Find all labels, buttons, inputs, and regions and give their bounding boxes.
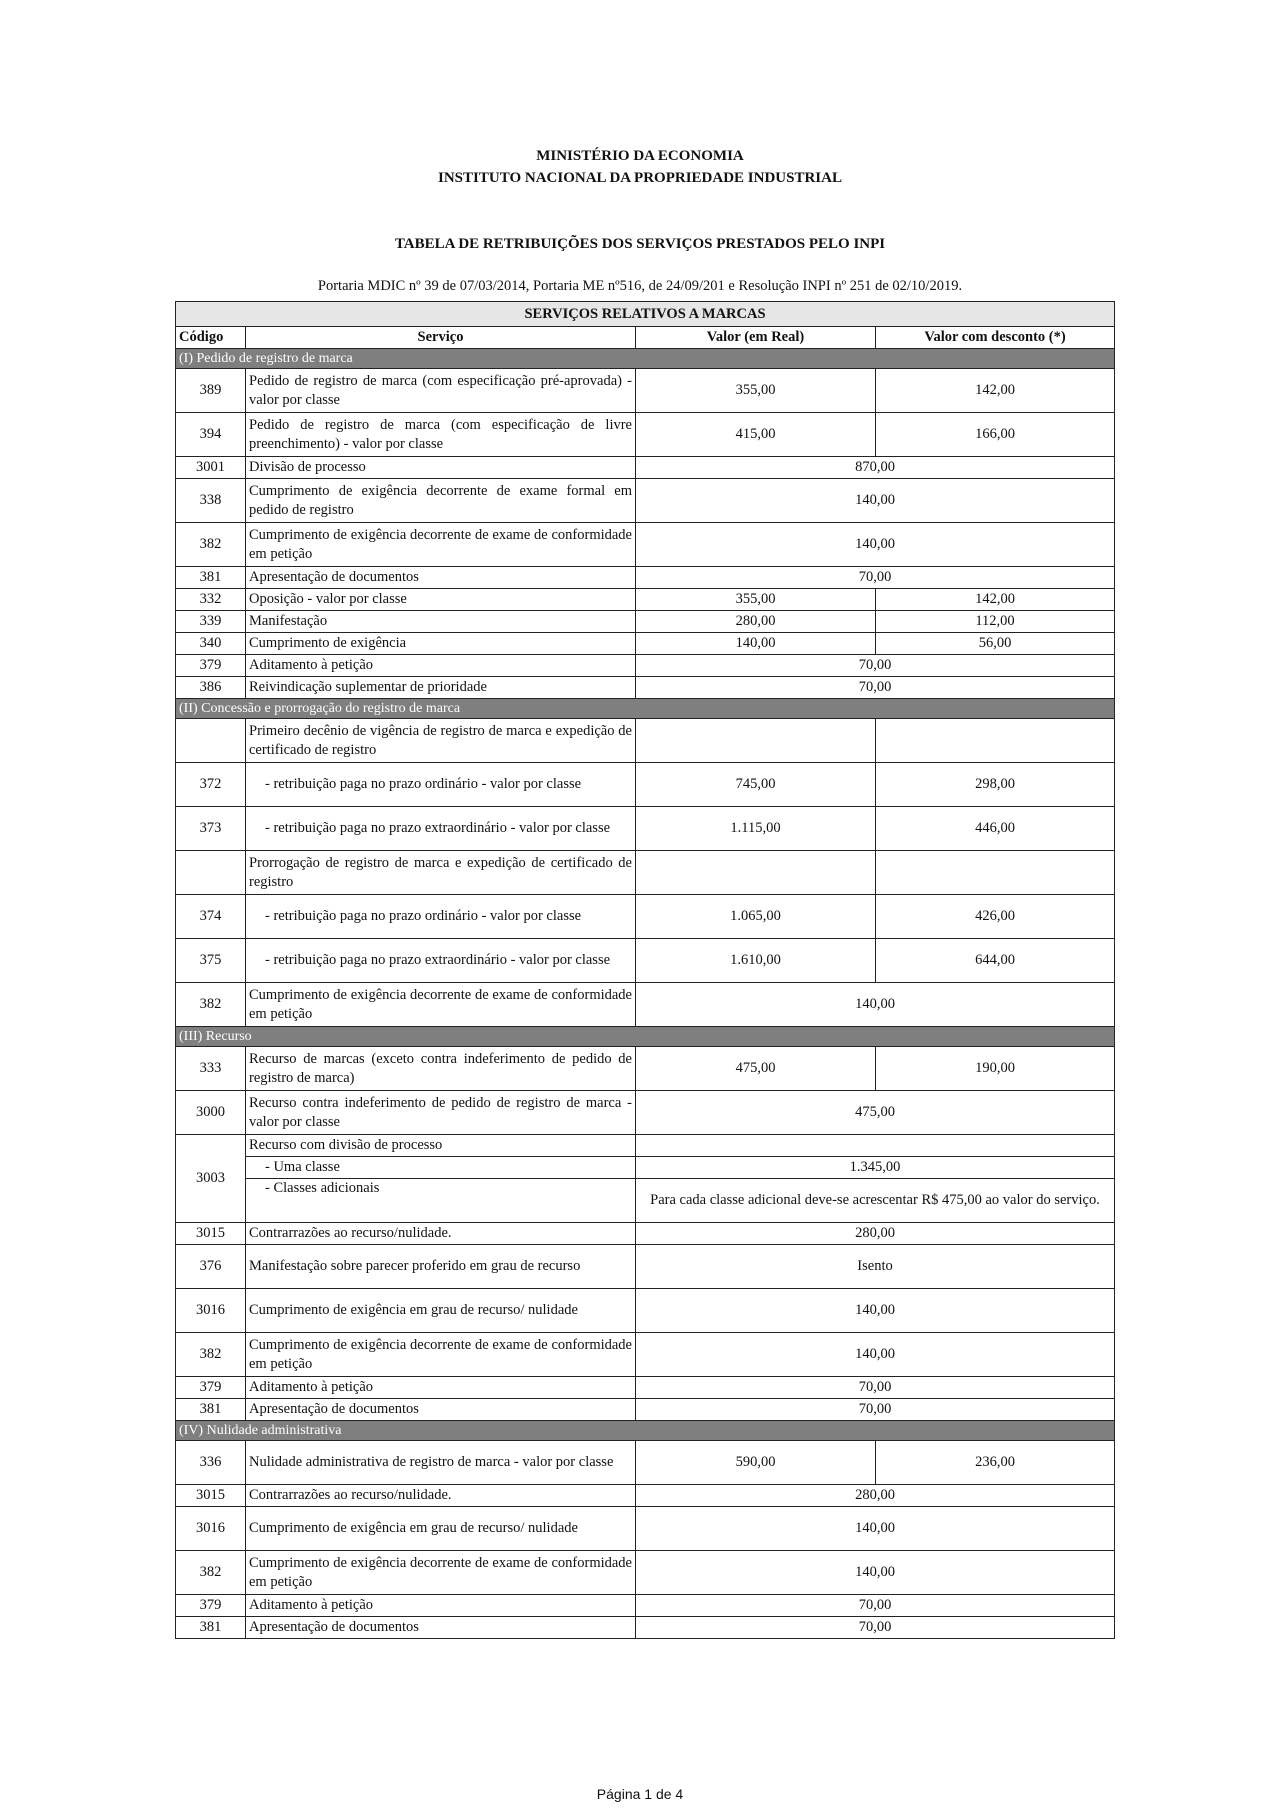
- table-row: [176, 939, 1115, 983]
- discount-cell: 56,00: [876, 633, 1115, 655]
- service-text: - retribuição paga no prazo extraordinário - valor por classe: [265, 820, 611, 836]
- value-cell: 870,00: [636, 457, 1115, 479]
- service-cell: Cumprimento de exigência decorrente de exame de conformidade em petição: [246, 523, 636, 567]
- code-cell: [176, 851, 246, 895]
- service-cell: Contrarrazões ao recurso/nulidade.: [246, 1223, 636, 1245]
- table-row: [176, 1333, 1115, 1377]
- service-cell: Aditamento à petição: [246, 1377, 636, 1399]
- service-cell: Apresentação de documentos: [246, 1399, 636, 1421]
- code-cell: 3001: [176, 457, 246, 479]
- value-cell: Isento: [636, 1245, 1115, 1289]
- service-text: - retribuição paga no prazo ordinário - valor por classe: [265, 776, 582, 792]
- service-cell: Cumprimento de exigência em grau de recurso/ nulidade: [246, 1507, 636, 1551]
- service-cell: Manifestação: [246, 611, 636, 633]
- code-cell: 379: [176, 1595, 246, 1617]
- service-cell: [246, 763, 636, 807]
- service-cell: Cumprimento de exigência: [246, 633, 636, 655]
- column-header-code: Código: [176, 327, 246, 349]
- column-header-row: [176, 327, 1115, 349]
- value-cell: 70,00: [636, 1399, 1115, 1421]
- value-cell: 475,00: [636, 1091, 1115, 1135]
- service-cell: Cumprimento de exigência decorrente de exame de conformidade em petição: [246, 983, 636, 1027]
- table-row: [176, 457, 1115, 479]
- service-cell: Recurso com divisão de processo: [246, 1135, 636, 1157]
- code-cell: 340: [176, 633, 246, 655]
- code-cell: 394: [176, 413, 246, 457]
- section-header-row: [176, 349, 1115, 369]
- table-row: [176, 1135, 1115, 1157]
- value-cell: Para cada classe adicional deve-se acrescentar R$ 475,00 ao valor do serviço.: [636, 1179, 1115, 1223]
- discount-cell: 446,00: [876, 807, 1115, 851]
- table-row: [176, 1507, 1115, 1551]
- discount-cell: 298,00: [876, 763, 1115, 807]
- section-header-row: [176, 1027, 1115, 1047]
- service-cell: [246, 1157, 636, 1179]
- service-cell: Prorrogação de registro de marca e expedição de certificado de registro: [246, 851, 636, 895]
- service-cell: [246, 939, 636, 983]
- service-cell: [246, 895, 636, 939]
- table-row: [176, 369, 1115, 413]
- institute-title: INSTITUTO NACIONAL DA PROPRIEDADE INDUSTRIAL: [438, 170, 842, 186]
- value-cell: 70,00: [636, 1617, 1115, 1639]
- legal-reference: Portaria MDIC nº 39 de 07/03/2014, Portaria ME nº516, de 24/09/201 e Resolução INPI nº 251 de 02/10/2019.: [317, 278, 963, 294]
- section-header: (I) Pedido de registro de marca: [176, 349, 1115, 369]
- value-cell: 280,00: [636, 1223, 1115, 1245]
- code-cell: 382: [176, 1551, 246, 1595]
- service-text: - retribuição paga no prazo ordinário - valor por classe: [265, 908, 582, 924]
- column-header-value: Valor (em Real): [636, 327, 876, 349]
- value-cell: 1.610,00: [636, 939, 876, 983]
- service-cell: Oposição - valor por classe: [246, 589, 636, 611]
- table-row: [176, 1289, 1115, 1333]
- table-row: [176, 1179, 1115, 1223]
- value-cell: 280,00: [636, 611, 876, 633]
- service-cell: Cumprimento de exigência decorrente de exame de conformidade em petição: [246, 1551, 636, 1595]
- value-cell: 140,00: [636, 1551, 1115, 1595]
- section-header-row: [176, 699, 1115, 719]
- service-cell: [246, 1179, 636, 1223]
- page-number: Página 1 de 4: [596, 1786, 684, 1802]
- value-cell: 745,00: [636, 763, 876, 807]
- service-cell: [246, 807, 636, 851]
- discount-cell: 644,00: [876, 939, 1115, 983]
- discount-cell: 166,00: [876, 413, 1115, 457]
- column-header-service: Serviço: [246, 327, 636, 349]
- table-row: [176, 523, 1115, 567]
- table-row: [176, 1441, 1115, 1485]
- discount-cell: 142,00: [876, 589, 1115, 611]
- table-row: [176, 1617, 1115, 1639]
- service-cell: Aditamento à petição: [246, 655, 636, 677]
- service-cell: Apresentação de documentos: [246, 1617, 636, 1639]
- service-cell: Cumprimento de exigência decorrente de exame formal em pedido de registro: [246, 479, 636, 523]
- value-cell: 355,00: [636, 589, 876, 611]
- value-cell: 475,00: [636, 1047, 876, 1091]
- discount-cell: 426,00: [876, 895, 1115, 939]
- document-title: TABELA DE RETRIBUIÇÕES DOS SERVIÇOS PRESTADOS PELO INPI: [394, 236, 886, 252]
- table-row: [176, 1377, 1115, 1399]
- code-cell: 373: [176, 807, 246, 851]
- discount-cell: 190,00: [876, 1047, 1115, 1091]
- code-cell: 3015: [176, 1223, 246, 1245]
- value-cell: 1.345,00: [636, 1157, 1115, 1179]
- table-row: [176, 1551, 1115, 1595]
- value-cell: 280,00: [636, 1485, 1115, 1507]
- value-cell: [636, 851, 876, 895]
- code-cell: 376: [176, 1245, 246, 1289]
- table-row: [176, 1485, 1115, 1507]
- service-text: - Classes adicionais: [265, 1180, 380, 1196]
- value-cell: 140,00: [636, 523, 1115, 567]
- code-cell: 381: [176, 567, 246, 589]
- table-row: [176, 1399, 1115, 1421]
- value-cell: 140,00: [636, 1507, 1115, 1551]
- service-cell: Primeiro decênio de vigência de registro de marca e expedição de certificado de registro: [246, 719, 636, 763]
- code-cell: 382: [176, 983, 246, 1027]
- table-row: [176, 1091, 1115, 1135]
- value-cell: [636, 1135, 1115, 1157]
- code-cell: 3016: [176, 1289, 246, 1333]
- code-cell: 375: [176, 939, 246, 983]
- service-cell: Apresentação de documentos: [246, 567, 636, 589]
- table-row: [176, 983, 1115, 1027]
- service-cell: Cumprimento de exigência decorrente de exame de conformidade em petição: [246, 1333, 636, 1377]
- service-cell: Pedido de registro de marca (com especificação pré-aprovada) - valor por classe: [246, 369, 636, 413]
- service-cell: Recurso contra indeferimento de pedido de registro de marca - valor por classe: [246, 1091, 636, 1135]
- value-cell: 590,00: [636, 1441, 876, 1485]
- value-cell: 70,00: [636, 655, 1115, 677]
- value-cell: 70,00: [636, 1377, 1115, 1399]
- value-cell: 140,00: [636, 1289, 1115, 1333]
- table-row: [176, 719, 1115, 763]
- service-cell: Aditamento à petição: [246, 1595, 636, 1617]
- code-cell: 3015: [176, 1485, 246, 1507]
- table-row: [176, 413, 1115, 457]
- discount-cell: 236,00: [876, 1441, 1115, 1485]
- table-row: [176, 1223, 1115, 1245]
- service-cell: Cumprimento de exigência em grau de recurso/ nulidade: [246, 1289, 636, 1333]
- table-row: [176, 589, 1115, 611]
- code-cell: 3003: [176, 1135, 246, 1223]
- value-cell: 70,00: [636, 1595, 1115, 1617]
- code-cell: 338: [176, 479, 246, 523]
- table-row: [176, 677, 1115, 699]
- code-cell: 372: [176, 763, 246, 807]
- table-title: SERVIÇOS RELATIVOS A MARCAS: [176, 302, 1115, 327]
- table-row: [176, 1157, 1115, 1179]
- code-cell: 382: [176, 523, 246, 567]
- discount-cell: 142,00: [876, 369, 1115, 413]
- code-cell: 381: [176, 1617, 246, 1639]
- table-row: [176, 895, 1115, 939]
- value-cell: 1.065,00: [636, 895, 876, 939]
- section-header: (III) Recurso: [176, 1027, 1115, 1047]
- code-cell: 3016: [176, 1507, 246, 1551]
- discount-cell: 112,00: [876, 611, 1115, 633]
- table-title-row: [176, 302, 1115, 327]
- code-cell: 382: [176, 1333, 246, 1377]
- code-cell: 339: [176, 611, 246, 633]
- code-cell: 381: [176, 1399, 246, 1421]
- service-cell: Recurso de marcas (exceto contra indeferimento de pedido de registro de marca): [246, 1047, 636, 1091]
- code-cell: [176, 719, 246, 763]
- service-cell: Divisão de processo: [246, 457, 636, 479]
- table-row: [176, 1595, 1115, 1617]
- table-row: [176, 567, 1115, 589]
- table-row: [176, 807, 1115, 851]
- value-cell: 140,00: [636, 1333, 1115, 1377]
- service-text: - retribuição paga no prazo extraordinário - valor por classe: [265, 952, 611, 968]
- section-header-row: [176, 1421, 1115, 1441]
- value-cell: 70,00: [636, 677, 1115, 699]
- table-row: [176, 851, 1115, 895]
- table-row: [176, 633, 1115, 655]
- service-cell: Reivindicação suplementar de prioridade: [246, 677, 636, 699]
- table-row: [176, 1047, 1115, 1091]
- code-cell: 389: [176, 369, 246, 413]
- value-cell: [636, 719, 876, 763]
- fee-table: [175, 301, 1115, 1639]
- value-cell: 415,00: [636, 413, 876, 457]
- value-cell: 1.115,00: [636, 807, 876, 851]
- table-row: [176, 1245, 1115, 1289]
- code-cell: 386: [176, 677, 246, 699]
- table-row: [176, 479, 1115, 523]
- code-cell: 379: [176, 1377, 246, 1399]
- value-cell: 140,00: [636, 983, 1115, 1027]
- table-row: [176, 763, 1115, 807]
- discount-cell: [876, 719, 1115, 763]
- service-cell: Contrarrazões ao recurso/nulidade.: [246, 1485, 636, 1507]
- section-header: (IV) Nulidade administrativa: [176, 1421, 1115, 1441]
- code-cell: 379: [176, 655, 246, 677]
- value-cell: 70,00: [636, 567, 1115, 589]
- service-cell: Pedido de registro de marca (com especificação de livre preenchimento) - valor por classe: [246, 413, 636, 457]
- value-cell: 140,00: [636, 633, 876, 655]
- code-cell: 336: [176, 1441, 246, 1485]
- column-header-discount: Valor com desconto (*): [876, 327, 1115, 349]
- table-row: [176, 655, 1115, 677]
- service-cell: Nulidade administrativa de registro de marca - valor por classe: [246, 1441, 636, 1485]
- ministry-title: MINISTÉRIO DA ECONOMIA: [536, 148, 744, 164]
- table-row: [176, 611, 1115, 633]
- service-cell: Manifestação sobre parecer proferido em grau de recurso: [246, 1245, 636, 1289]
- section-header: (II) Concessão e prorrogação do registro de marca: [176, 699, 1115, 719]
- value-cell: 140,00: [636, 479, 1115, 523]
- code-cell: 333: [176, 1047, 246, 1091]
- code-cell: 332: [176, 589, 246, 611]
- discount-cell: [876, 851, 1115, 895]
- value-cell: 355,00: [636, 369, 876, 413]
- code-cell: 3000: [176, 1091, 246, 1135]
- service-text: - Uma classe: [265, 1159, 340, 1175]
- code-cell: 374: [176, 895, 246, 939]
